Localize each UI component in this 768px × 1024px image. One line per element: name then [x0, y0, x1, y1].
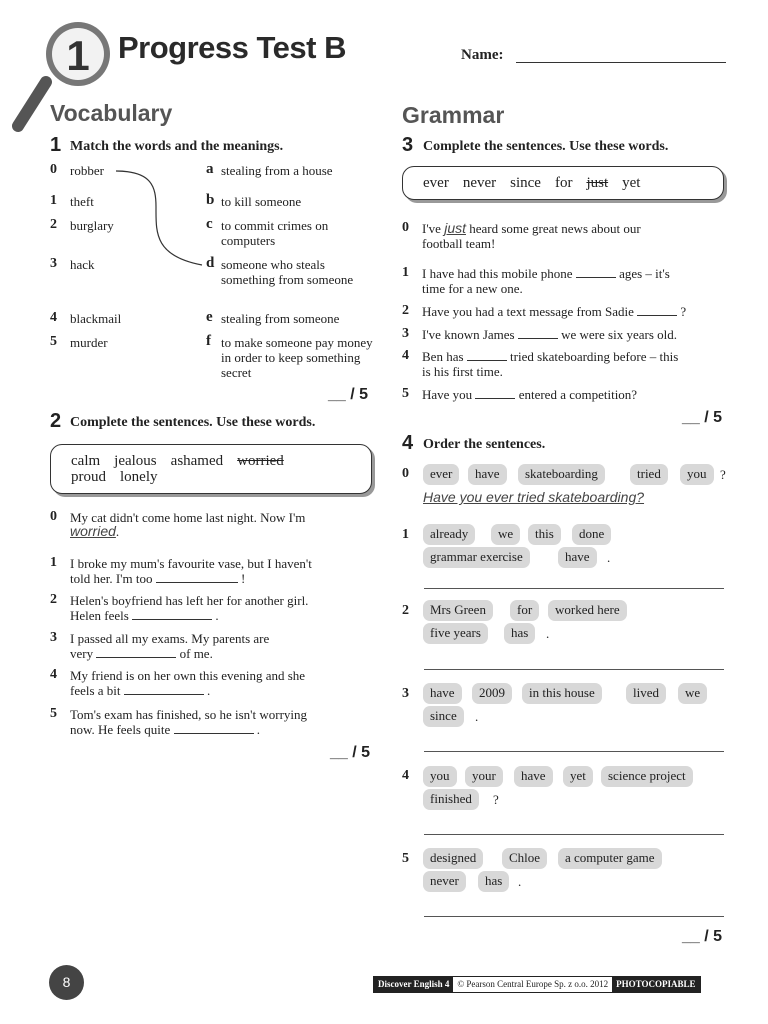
- meaning-text: someone who steals something from someone: [221, 257, 354, 287]
- exercise-3-instruction: Complete the sentences. Use these words.: [423, 139, 669, 154]
- item-number: 0: [50, 509, 57, 524]
- sentence-end: .: [207, 683, 211, 698]
- answer-blank[interactable]: [156, 572, 238, 583]
- word-tile[interactable]: yet: [563, 766, 593, 787]
- sentence-start: Helen feels: [70, 608, 129, 623]
- exercise-2-word-box: [50, 444, 372, 494]
- sentence-end: .: [115, 524, 120, 539]
- sentence-line: [70, 608, 219, 623]
- sentence-end: tried skateboarding before – this: [510, 349, 679, 364]
- sentence-end: ages – it's: [619, 266, 670, 281]
- word-tile[interactable]: you: [680, 464, 714, 485]
- meaning-letter: d: [206, 255, 215, 271]
- answer-blank[interactable]: [518, 328, 558, 339]
- sentence-end: .: [215, 608, 219, 623]
- sentence-end: .: [607, 550, 611, 565]
- sentence-start: very: [70, 646, 94, 661]
- item-number: 2: [402, 303, 409, 318]
- copyright-text: © Pearson Central Europe Sp. z o.o. 2012: [453, 977, 612, 992]
- answer-line[interactable]: [424, 588, 724, 589]
- sentence-text: My friend is on her own this evening and she: [70, 668, 306, 683]
- sentence-line: [70, 722, 260, 737]
- exercise-2-instruction: Complete the sentences. Use these words.: [70, 415, 316, 430]
- example-answer: just: [444, 220, 466, 236]
- box-word-struck: worried: [237, 453, 284, 469]
- answer-blank[interactable]: [96, 647, 176, 658]
- example-answer: Have you ever tried skateboarding?: [423, 489, 645, 505]
- exercise-3-word-box: [402, 166, 724, 200]
- sentence-text: football team!: [422, 236, 496, 251]
- meaning-text: stealing from a house: [221, 163, 333, 178]
- sentence-line: [422, 327, 732, 342]
- word-tile[interactable]: Chloe: [502, 848, 547, 869]
- meaning-letter: b: [206, 192, 215, 208]
- word-tile[interactable]: you: [423, 766, 457, 787]
- box-word-struck: just: [586, 175, 609, 191]
- sentence-end: .: [546, 626, 550, 641]
- sentence-text: I passed all my exams. My parents are: [70, 631, 270, 646]
- item-number: 0: [50, 162, 57, 177]
- example-answer: worried: [70, 523, 116, 539]
- word-tile[interactable]: already: [423, 524, 475, 545]
- word-tile[interactable]: worked here: [548, 600, 627, 621]
- answer-line[interactable]: [424, 834, 724, 835]
- sentence-line: [70, 524, 119, 539]
- sentence-start: Have you had a text message from Sadie: [422, 304, 634, 319]
- sentence-text: I broke my mum's favourite vase, but I haven't: [70, 556, 312, 571]
- word-tile[interactable]: this: [528, 524, 561, 545]
- exercise-2-number: 2: [50, 410, 62, 432]
- vocabulary-section-title: Vocabulary: [50, 100, 173, 126]
- sentence-end: ?: [720, 467, 726, 482]
- answer-blank[interactable]: [132, 609, 212, 620]
- sentence-text: time for a new one.: [422, 281, 523, 296]
- word-tile[interactable]: grammar exercise: [423, 547, 530, 568]
- word-tile[interactable]: never: [423, 871, 466, 892]
- grammar-section-title: Grammar: [402, 102, 505, 128]
- box-word: since: [510, 175, 541, 191]
- word-tile[interactable]: five years: [423, 623, 488, 644]
- item-number: 5: [402, 386, 409, 401]
- word-tile[interactable]: 2009: [472, 683, 512, 704]
- word-tile[interactable]: have: [558, 547, 597, 568]
- item-number: 3: [50, 256, 57, 271]
- item-number: 3: [402, 326, 409, 341]
- match-word: blackmail: [70, 311, 122, 326]
- footer-credit: [373, 976, 701, 993]
- meaning-letter: c: [206, 216, 213, 232]
- box-word: jealous: [114, 453, 157, 469]
- name-input-line[interactable]: [516, 62, 726, 63]
- word-tile[interactable]: tried: [630, 464, 668, 485]
- word-tile[interactable]: Mrs Green: [423, 600, 493, 621]
- word-tile[interactable]: in this house: [522, 683, 602, 704]
- exercise-1-score: __ / 5: [328, 386, 369, 403]
- word-tile[interactable]: have: [468, 464, 507, 485]
- book-name: Discover English 4: [374, 977, 453, 992]
- meaning-text: to make someone pay money in order to keep something secret: [221, 335, 373, 380]
- item-number: 3: [50, 630, 57, 645]
- answer-blank[interactable]: [124, 684, 204, 695]
- test-title: Progress Test B: [118, 30, 346, 65]
- sentence-line: [422, 266, 722, 281]
- item-number: 1: [402, 527, 409, 542]
- sentence-start: Have you: [422, 387, 473, 402]
- word-tile[interactable]: a computer game: [558, 848, 662, 869]
- word-tile[interactable]: we: [678, 683, 707, 704]
- sentence-text: is his first time.: [422, 364, 503, 379]
- word-tile[interactable]: have: [423, 683, 462, 704]
- sentence-start: I've: [422, 221, 441, 236]
- sentence-line: [70, 683, 210, 698]
- answer-line[interactable]: [424, 669, 724, 670]
- item-number: 4: [50, 310, 57, 325]
- item-number: 1: [50, 193, 57, 208]
- item-number: 5: [50, 706, 57, 721]
- sentence-start: I've known James: [422, 327, 515, 342]
- sentence-start: feels a bit: [70, 683, 121, 698]
- sentence-line: [422, 349, 732, 364]
- item-number: 2: [402, 603, 409, 618]
- page-number: 8: [49, 965, 84, 1000]
- sentence-end: !: [241, 571, 246, 586]
- sentence-start: I have had this mobile phone: [422, 266, 573, 281]
- sentence-line: [422, 387, 732, 402]
- meaning-letter: e: [206, 309, 213, 325]
- item-number: 5: [402, 851, 409, 866]
- word-tile[interactable]: designed: [423, 848, 483, 869]
- box-word: never: [462, 175, 497, 191]
- word-tile[interactable]: done: [572, 524, 611, 545]
- match-word: robber: [70, 163, 104, 178]
- sentence-end: of me.: [179, 646, 213, 661]
- match-connector-line: [112, 162, 215, 272]
- item-number: 1: [402, 265, 409, 280]
- sentence-end: .: [518, 874, 522, 889]
- answer-line[interactable]: [424, 751, 724, 752]
- meaning-letter: a: [206, 161, 214, 177]
- meaning-letter: f: [206, 333, 211, 349]
- word-tile[interactable]: lived: [626, 683, 666, 704]
- sentence-end: ?: [493, 792, 499, 807]
- box-word: ashamed: [170, 453, 224, 469]
- box-word: yet: [622, 175, 641, 191]
- answer-blank[interactable]: [174, 723, 254, 734]
- sentence-line: [70, 646, 213, 661]
- item-number: 2: [50, 592, 57, 607]
- exercise-1-number: 1: [50, 134, 62, 156]
- answer-blank[interactable]: [475, 388, 515, 399]
- sentence-text: My cat didn't come home last night. Now I'm: [70, 510, 306, 525]
- sentence-end: we were six years old.: [561, 327, 677, 342]
- item-number: 1: [50, 555, 57, 570]
- word-tile[interactable]: finished: [423, 789, 479, 810]
- word-tile[interactable]: ever: [423, 464, 459, 485]
- answer-blank[interactable]: [576, 267, 616, 278]
- sentence-text: Helen's boyfriend has left her for another girl.: [70, 593, 309, 608]
- sentence-line: [422, 304, 732, 319]
- item-number: 5: [50, 334, 57, 349]
- sentence-end: .: [475, 709, 479, 724]
- item-number: 0: [402, 466, 409, 481]
- sentence-end: .: [256, 722, 260, 737]
- box-word: for: [554, 175, 573, 191]
- unit-number: 1: [66, 32, 90, 79]
- box-word: calm: [71, 453, 101, 469]
- match-word: theft: [70, 194, 94, 209]
- name-label: Name:: [461, 47, 504, 63]
- sentence-start: now. He feels quite: [70, 722, 171, 737]
- box-word: proud: [71, 469, 106, 485]
- item-number: 4: [50, 667, 57, 682]
- word-tile[interactable]: has: [504, 623, 535, 644]
- exercise-4-number: 4: [402, 432, 414, 454]
- word-tile[interactable]: science project: [601, 766, 693, 787]
- sentence-start: told her. I'm too: [70, 571, 153, 586]
- item-number: 4: [402, 768, 409, 783]
- item-number: 0: [402, 220, 409, 235]
- word-tile[interactable]: skateboarding: [518, 464, 605, 485]
- word-tile[interactable]: your: [465, 766, 503, 787]
- word-tile[interactable]: we: [491, 524, 520, 545]
- sentence-end: heard some great news about our: [469, 221, 641, 236]
- word-tile[interactable]: has: [478, 871, 509, 892]
- match-word: murder: [70, 335, 108, 350]
- sentence-text: Tom's exam has finished, so he isn't worrying: [70, 707, 308, 722]
- sentence-start: Ben has: [422, 349, 464, 364]
- exercise-3-number: 3: [402, 134, 414, 156]
- word-tile[interactable]: have: [514, 766, 553, 787]
- answer-blank[interactable]: [467, 350, 507, 361]
- meaning-text: to kill someone: [221, 194, 302, 209]
- match-word: hack: [70, 257, 95, 272]
- exercise-4-score: __ / 5: [682, 928, 723, 945]
- sentence-end: ?: [680, 304, 687, 319]
- photocopiable-label: PHOTOCOPIABLE: [612, 977, 699, 992]
- exercise-4-instruction: Order the sentences.: [423, 437, 546, 452]
- word-tile[interactable]: for: [510, 600, 539, 621]
- match-word: burglary: [70, 218, 114, 233]
- answer-line[interactable]: [424, 916, 724, 917]
- item-number: 4: [402, 348, 409, 363]
- box-word: lonely: [120, 469, 158, 485]
- meaning-text: stealing from someone: [221, 311, 340, 326]
- sentence-line: [70, 571, 245, 586]
- exercise-3-score: __ / 5: [682, 409, 723, 426]
- sentence-end: entered a competition?: [518, 387, 638, 402]
- sentence-line: [422, 221, 722, 236]
- meaning-text: to commit crimes on computers: [221, 218, 329, 248]
- item-number: 2: [50, 217, 57, 232]
- exercise-2-score: __ / 5: [330, 744, 371, 761]
- answer-blank[interactable]: [637, 305, 677, 316]
- exercise-1-instruction: Match the words and the meanings.: [70, 139, 284, 154]
- item-number: 3: [402, 686, 409, 701]
- word-tile[interactable]: since: [423, 706, 464, 727]
- box-word: ever: [423, 175, 449, 191]
